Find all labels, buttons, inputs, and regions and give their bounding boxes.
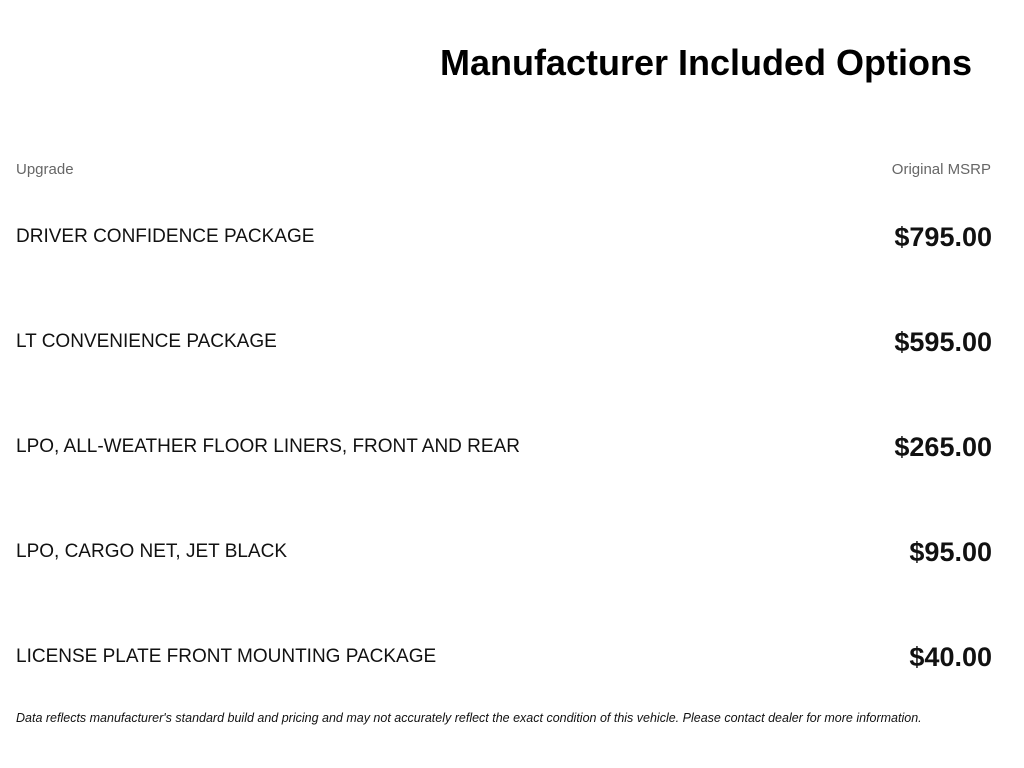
option-price: $795.00 [894,221,992,252]
disclaimer-text: Data reflects manufacturer's standard build and pricing and may not accurately reflect the exact condition of this vehicle. Please contact dealer for more information. [16,711,922,725]
option-price: $265.00 [894,431,992,462]
option-name: LICENSE PLATE FRONT MOUNTING PACKAGE [16,646,437,667]
column-header-msrp: Original MSRP [891,161,991,178]
option-name: LPO, ALL-WEATHER FLOOR LINERS, FRONT AND REAR [16,436,520,457]
option-name: DRIVER CONFIDENCE PACKAGE [16,226,315,247]
option-name: LT CONVENIENCE PACKAGE [16,331,277,352]
option-row [16,325,992,359]
option-row [16,535,992,569]
option-price: $40.00 [909,641,992,672]
option-price: $595.00 [894,326,992,357]
option-row [16,430,992,464]
column-header-upgrade: Upgrade [16,161,74,178]
option-row [16,220,992,254]
page-title: Manufacturer Included Options [439,42,972,83]
option-price: $95.00 [909,536,992,567]
option-name: LPO, CARGO NET, JET BLACK [16,541,288,562]
option-row [16,640,992,674]
